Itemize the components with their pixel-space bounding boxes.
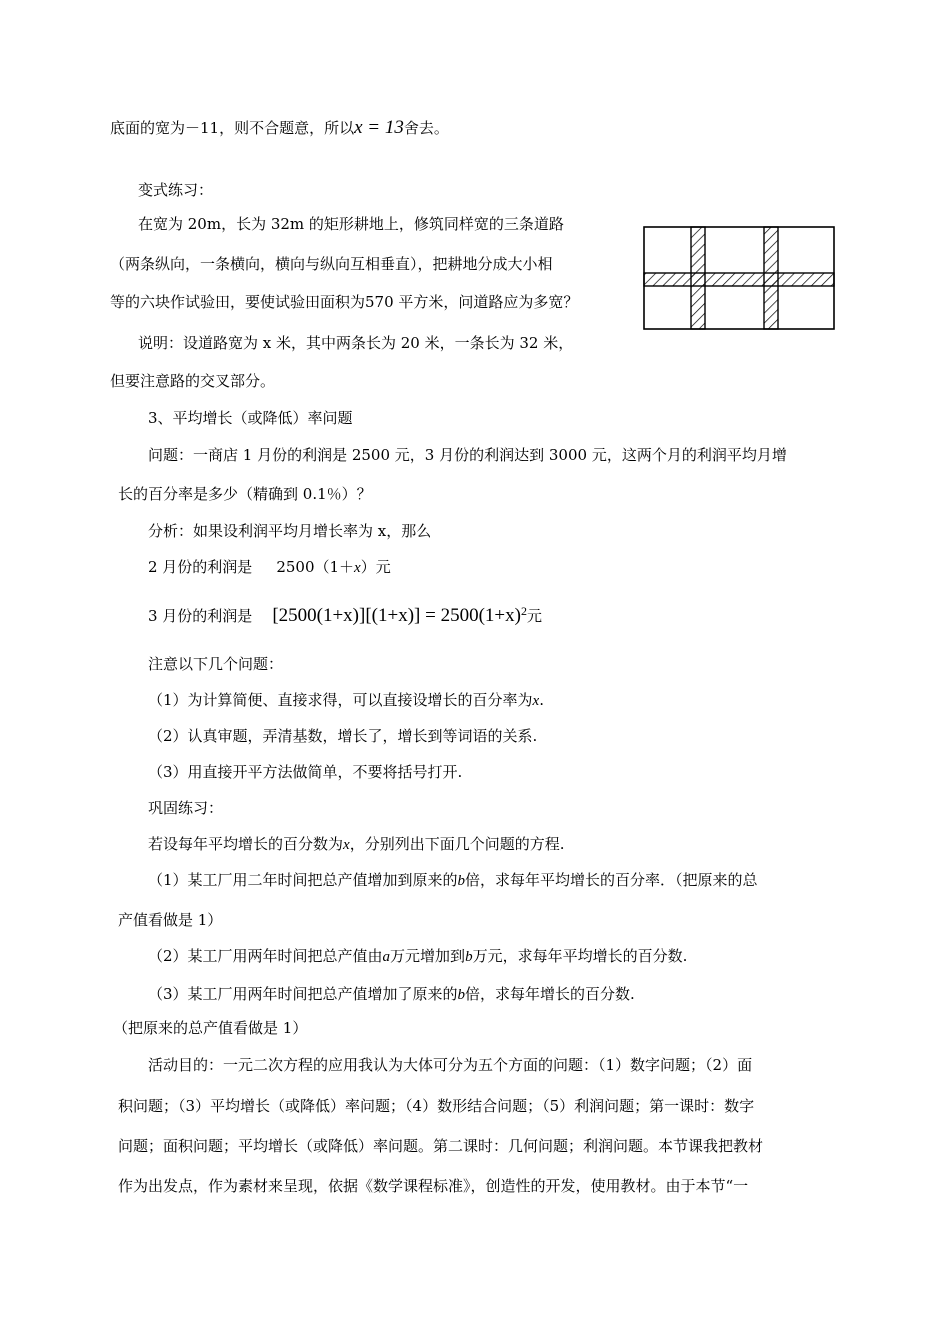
vertical-road-right (764, 227, 778, 329)
doc-line-18: 巩固练习： (148, 799, 224, 817)
doc-line-1: 底面的宽为－11，则不合题意，所以x = 13舍去。 (110, 117, 449, 138)
horizontal-road (644, 273, 834, 286)
doc-line-24: （把原来的总产值看做是 1） (113, 1019, 308, 1037)
profit-formula: [2500(1+x)][(1+x)] = 2500(1+x) (272, 605, 521, 626)
doc-line-4: （两条纵向，一条横向，横向与纵向互相垂直），把耕地分成大小相 (110, 255, 553, 273)
doc-line-12: 2 月份的利润是 2500（1＋x）元 (148, 558, 391, 576)
doc-line-2: 变式练习： (138, 181, 214, 199)
doc-line-9: 问题：一商店 1 月份的利润是 2500 元，3 月份的利润达到 3000 元，这两个月的利润平均月增 (148, 446, 787, 464)
doc-line-19: 若设每年平均增长的百分数为x，分别列出下面几个问题的方程. (148, 835, 565, 853)
doc-line-14: 注意以下几个问题： (148, 655, 284, 673)
doc-line-21: 产值看做是 1） (118, 911, 223, 929)
doc-line-22: （2）某工厂用两年时间把总产值由a万元增加到b万元，求每年平均增长的百分数. (148, 947, 688, 965)
doc-line-23: （3）某工厂用两年时间把总产值增加了原来的b倍，求每年增长的百分数. (148, 985, 635, 1003)
doc-line-20: （1）某工厂用二年时间把总产值增加到原来的b倍，求每年平均增长的百分率．（把原来的总 (148, 871, 758, 889)
doc-line-28: 作为出发点，作为素材来呈现，依据《数学课程标准》，创造性的开发，使用教材。由于本节“一 (118, 1177, 749, 1195)
field-road-diagram (643, 226, 837, 332)
doc-line-3: 在宽为 20m，长为 32m 的矩形耕地上，修筑同样宽的三条道路 (138, 215, 564, 233)
doc-line-15: （1）为计算简便、直接求得，可以直接设增长的百分率为x. (148, 691, 544, 709)
section-heading: 3、平均增长（或降低）率问题 (148, 409, 353, 427)
doc-line-6: 说明：设道路宽为 x 米，其中两条长为 20 米，一条长为 32 米， (138, 334, 574, 352)
doc-line-17: （3）用直接开平方法做简单，不要将括号打开. (148, 763, 463, 781)
doc-line-16: （2）认真审题，弄清基数，增长了，增长到等词语的关系. (148, 727, 538, 745)
doc-line-5: 等的六块作试验田，要使试验田面积为570 平方米，问道路应为多宽？ (110, 293, 579, 311)
doc-line-25: 活动目的：一元二次方程的应用我认为大体可分为五个方面的问题：（1）数字问题；（2）面 (148, 1056, 753, 1074)
doc-line-10: 长的百分率是多少（精确到 0.1％）？ (118, 485, 372, 503)
doc-line-7: 但要注意路的交叉部分。 (110, 372, 276, 390)
math-x-equals-13: x = 13 (354, 117, 404, 138)
doc-line-13: 3 月份的利润是 $[2500(1+x)][(1+x)] = 2500(1+x)^2$元 (148, 604, 542, 626)
doc-line-27: 问题；面积问题；平均增长（或降低）率问题。第二课时：几何问题；利润问题。本节课我把教材 (118, 1137, 764, 1155)
doc-line-26: 积问题；（3）平均增长（或降低）率问题；（4）数形结合问题；（5）利润问题；第一课时：数字 (118, 1097, 755, 1115)
doc-line-11: 分析：如果设利润平均月增长率为 x，那么 (148, 522, 432, 540)
vertical-road-left (691, 227, 705, 329)
